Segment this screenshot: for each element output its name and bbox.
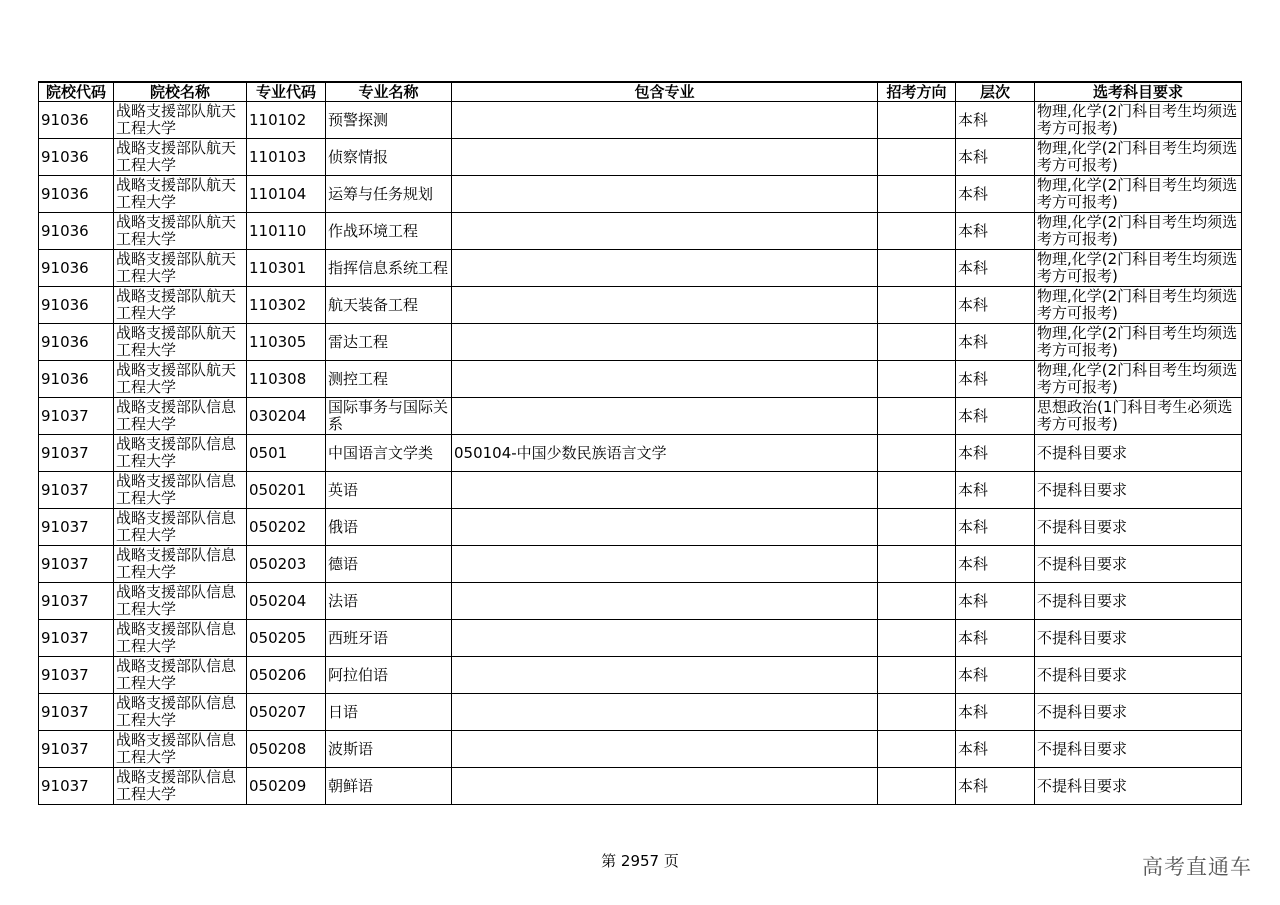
- cell-included-majors: [452, 731, 878, 768]
- cell-school-name: 战略支援部队信息工程大学: [114, 731, 247, 768]
- cell-school-code: 91036: [39, 139, 114, 176]
- cell-subject-requirement: 不提科目要求: [1035, 435, 1242, 472]
- cell-direction: [878, 657, 956, 694]
- cell-school-code: 91036: [39, 102, 114, 139]
- cell-school-code: 91037: [39, 657, 114, 694]
- cell-major-code: 030204: [247, 398, 326, 435]
- cell-included-majors: [452, 176, 878, 213]
- cell-subject-requirement: 不提科目要求: [1035, 694, 1242, 731]
- cell-school-code: 91036: [39, 213, 114, 250]
- major-table: [38, 81, 1242, 805]
- cell-included-majors: [452, 768, 878, 805]
- cell-major-code: 110103: [247, 139, 326, 176]
- table-row: [39, 620, 1242, 657]
- cell-major-name: 英语: [326, 472, 452, 509]
- cell-level: 本科: [956, 361, 1035, 398]
- cell-subject-requirement: 物理,化学(2门科目考生均须选考方可报考): [1035, 139, 1242, 176]
- cell-level: 本科: [956, 694, 1035, 731]
- cell-school-name: 战略支援部队信息工程大学: [114, 583, 247, 620]
- cell-major-code: 110302: [247, 287, 326, 324]
- cell-direction: [878, 694, 956, 731]
- cell-major-code: 050204: [247, 583, 326, 620]
- header-included-majors: 包含专业: [452, 82, 878, 102]
- cell-level: 本科: [956, 435, 1035, 472]
- cell-direction: [878, 620, 956, 657]
- cell-school-code: 91037: [39, 546, 114, 583]
- cell-major-code: 050208: [247, 731, 326, 768]
- cell-included-majors: [452, 694, 878, 731]
- cell-school-name: 战略支援部队航天工程大学: [114, 176, 247, 213]
- cell-major-name: 侦察情报: [326, 139, 452, 176]
- cell-major-name: 法语: [326, 583, 452, 620]
- table-row: [39, 694, 1242, 731]
- cell-direction: [878, 324, 956, 361]
- table-row: [39, 250, 1242, 287]
- cell-school-name: 战略支援部队航天工程大学: [114, 250, 247, 287]
- cell-included-majors: [452, 287, 878, 324]
- cell-school-code: 91036: [39, 287, 114, 324]
- cell-level: 本科: [956, 768, 1035, 805]
- table-header-row: [39, 82, 1242, 102]
- cell-direction: [878, 731, 956, 768]
- cell-major-name: 德语: [326, 546, 452, 583]
- table-row: [39, 768, 1242, 805]
- cell-subject-requirement: 物理,化学(2门科目考生均须选考方可报考): [1035, 176, 1242, 213]
- cell-major-name: 测控工程: [326, 361, 452, 398]
- cell-direction: [878, 102, 956, 139]
- cell-major-code: 110301: [247, 250, 326, 287]
- table-row: [39, 176, 1242, 213]
- cell-school-name: 战略支援部队航天工程大学: [114, 361, 247, 398]
- cell-level: 本科: [956, 398, 1035, 435]
- cell-subject-requirement: 不提科目要求: [1035, 768, 1242, 805]
- cell-direction: [878, 546, 956, 583]
- cell-included-majors: [452, 398, 878, 435]
- cell-school-code: 91036: [39, 324, 114, 361]
- cell-subject-requirement: 不提科目要求: [1035, 620, 1242, 657]
- watermark: 高考直通车: [1142, 855, 1252, 879]
- cell-major-name: 波斯语: [326, 731, 452, 768]
- table-row: [39, 546, 1242, 583]
- cell-included-majors: [452, 509, 878, 546]
- cell-level: 本科: [956, 509, 1035, 546]
- cell-direction: [878, 472, 956, 509]
- cell-school-name: 战略支援部队信息工程大学: [114, 768, 247, 805]
- cell-major-name: 中国语言文学类: [326, 435, 452, 472]
- cell-school-code: 91036: [39, 250, 114, 287]
- table-row: [39, 657, 1242, 694]
- table-row: [39, 398, 1242, 435]
- cell-major-name: 雷达工程: [326, 324, 452, 361]
- cell-school-name: 战略支援部队信息工程大学: [114, 546, 247, 583]
- cell-level: 本科: [956, 287, 1035, 324]
- cell-level: 本科: [956, 657, 1035, 694]
- cell-school-name: 战略支援部队信息工程大学: [114, 694, 247, 731]
- cell-included-majors: [452, 657, 878, 694]
- cell-included-majors: [452, 250, 878, 287]
- cell-school-name: 战略支援部队信息工程大学: [114, 472, 247, 509]
- cell-major-name: 俄语: [326, 509, 452, 546]
- cell-school-name: 战略支援部队信息工程大学: [114, 435, 247, 472]
- cell-included-majors: [452, 324, 878, 361]
- cell-major-code: 0501: [247, 435, 326, 472]
- cell-major-name: 指挥信息系统工程: [326, 250, 452, 287]
- cell-major-name: 阿拉伯语: [326, 657, 452, 694]
- header-major-code: 专业代码: [247, 82, 326, 102]
- cell-school-name: 战略支援部队信息工程大学: [114, 620, 247, 657]
- cell-included-majors: [452, 472, 878, 509]
- cell-major-code: 110104: [247, 176, 326, 213]
- cell-included-majors: [452, 102, 878, 139]
- cell-school-name: 战略支援部队信息工程大学: [114, 657, 247, 694]
- cell-subject-requirement: 物理,化学(2门科目考生均须选考方可报考): [1035, 250, 1242, 287]
- cell-major-code: 050207: [247, 694, 326, 731]
- cell-subject-requirement: 不提科目要求: [1035, 472, 1242, 509]
- cell-direction: [878, 435, 956, 472]
- table-row: [39, 102, 1242, 139]
- cell-major-name: 日语: [326, 694, 452, 731]
- cell-level: 本科: [956, 139, 1035, 176]
- cell-major-code: 050205: [247, 620, 326, 657]
- cell-major-code: 050206: [247, 657, 326, 694]
- cell-school-code: 91036: [39, 361, 114, 398]
- cell-direction: [878, 213, 956, 250]
- cell-included-majors: 050104-中国少数民族语言文学: [452, 435, 878, 472]
- cell-direction: [878, 287, 956, 324]
- cell-direction: [878, 176, 956, 213]
- cell-major-code: 110110: [247, 213, 326, 250]
- cell-direction: [878, 509, 956, 546]
- cell-subject-requirement: 物理,化学(2门科目考生均须选考方可报考): [1035, 287, 1242, 324]
- cell-school-code: 91037: [39, 694, 114, 731]
- cell-school-name: 战略支援部队信息工程大学: [114, 509, 247, 546]
- cell-major-name: 预警探测: [326, 102, 452, 139]
- cell-subject-requirement: 不提科目要求: [1035, 657, 1242, 694]
- cell-school-name: 战略支援部队航天工程大学: [114, 213, 247, 250]
- cell-major-name: 作战环境工程: [326, 213, 452, 250]
- cell-major-name: 西班牙语: [326, 620, 452, 657]
- cell-major-code: 050202: [247, 509, 326, 546]
- header-subject-requirement: 选考科目要求: [1035, 82, 1242, 102]
- table-row: [39, 361, 1242, 398]
- cell-subject-requirement: 物理,化学(2门科目考生均须选考方可报考): [1035, 102, 1242, 139]
- cell-included-majors: [452, 546, 878, 583]
- table-row: [39, 324, 1242, 361]
- cell-major-name: 国际事务与国际关系: [326, 398, 452, 435]
- table-row: [39, 731, 1242, 768]
- cell-subject-requirement: 思想政治(1门科目考生必须选考方可报考): [1035, 398, 1242, 435]
- cell-included-majors: [452, 139, 878, 176]
- page-number: 第 2957 页: [601, 852, 679, 870]
- cell-major-name: 运筹与任务规划: [326, 176, 452, 213]
- cell-level: 本科: [956, 324, 1035, 361]
- cell-major-code: 110305: [247, 324, 326, 361]
- cell-direction: [878, 583, 956, 620]
- header-school-code: 院校代码: [39, 82, 114, 102]
- cell-direction: [878, 768, 956, 805]
- cell-level: 本科: [956, 213, 1035, 250]
- cell-school-name: 战略支援部队信息工程大学: [114, 398, 247, 435]
- cell-included-majors: [452, 361, 878, 398]
- cell-school-code: 91037: [39, 435, 114, 472]
- cell-school-code: 91036: [39, 176, 114, 213]
- table-row: [39, 509, 1242, 546]
- cell-subject-requirement: 物理,化学(2门科目考生均须选考方可报考): [1035, 361, 1242, 398]
- cell-school-code: 91037: [39, 472, 114, 509]
- cell-level: 本科: [956, 176, 1035, 213]
- cell-school-name: 战略支援部队航天工程大学: [114, 102, 247, 139]
- header-level: 层次: [956, 82, 1035, 102]
- cell-level: 本科: [956, 731, 1035, 768]
- cell-direction: [878, 250, 956, 287]
- table-row: [39, 472, 1242, 509]
- cell-included-majors: [452, 213, 878, 250]
- cell-school-name: 战略支援部队航天工程大学: [114, 324, 247, 361]
- table-row: [39, 139, 1242, 176]
- cell-major-code: 110102: [247, 102, 326, 139]
- cell-subject-requirement: 不提科目要求: [1035, 583, 1242, 620]
- cell-school-code: 91037: [39, 583, 114, 620]
- cell-subject-requirement: 物理,化学(2门科目考生均须选考方可报考): [1035, 324, 1242, 361]
- cell-subject-requirement: 不提科目要求: [1035, 546, 1242, 583]
- table-row: [39, 435, 1242, 472]
- table-row: [39, 213, 1242, 250]
- cell-level: 本科: [956, 583, 1035, 620]
- cell-included-majors: [452, 583, 878, 620]
- cell-school-code: 91037: [39, 768, 114, 805]
- cell-school-code: 91037: [39, 509, 114, 546]
- cell-subject-requirement: 不提科目要求: [1035, 509, 1242, 546]
- cell-included-majors: [452, 620, 878, 657]
- cell-school-name: 战略支援部队航天工程大学: [114, 287, 247, 324]
- header-major-name: 专业名称: [326, 82, 452, 102]
- header-school-name: 院校名称: [114, 82, 247, 102]
- cell-school-code: 91037: [39, 731, 114, 768]
- cell-school-code: 91037: [39, 398, 114, 435]
- cell-direction: [878, 398, 956, 435]
- cell-subject-requirement: 不提科目要求: [1035, 731, 1242, 768]
- cell-level: 本科: [956, 546, 1035, 583]
- table-row: [39, 287, 1242, 324]
- cell-direction: [878, 139, 956, 176]
- cell-major-code: 050203: [247, 546, 326, 583]
- header-direction: 招考方向: [878, 82, 956, 102]
- cell-level: 本科: [956, 102, 1035, 139]
- cell-school-name: 战略支援部队航天工程大学: [114, 139, 247, 176]
- cell-level: 本科: [956, 250, 1035, 287]
- cell-major-code: 050201: [247, 472, 326, 509]
- cell-school-code: 91037: [39, 620, 114, 657]
- cell-direction: [878, 361, 956, 398]
- cell-major-code: 050209: [247, 768, 326, 805]
- cell-major-name: 朝鲜语: [326, 768, 452, 805]
- cell-major-name: 航天装备工程: [326, 287, 452, 324]
- cell-level: 本科: [956, 620, 1035, 657]
- cell-subject-requirement: 物理,化学(2门科目考生均须选考方可报考): [1035, 213, 1242, 250]
- table-body: [39, 102, 1242, 805]
- table-row: [39, 583, 1242, 620]
- cell-level: 本科: [956, 472, 1035, 509]
- cell-major-code: 110308: [247, 361, 326, 398]
